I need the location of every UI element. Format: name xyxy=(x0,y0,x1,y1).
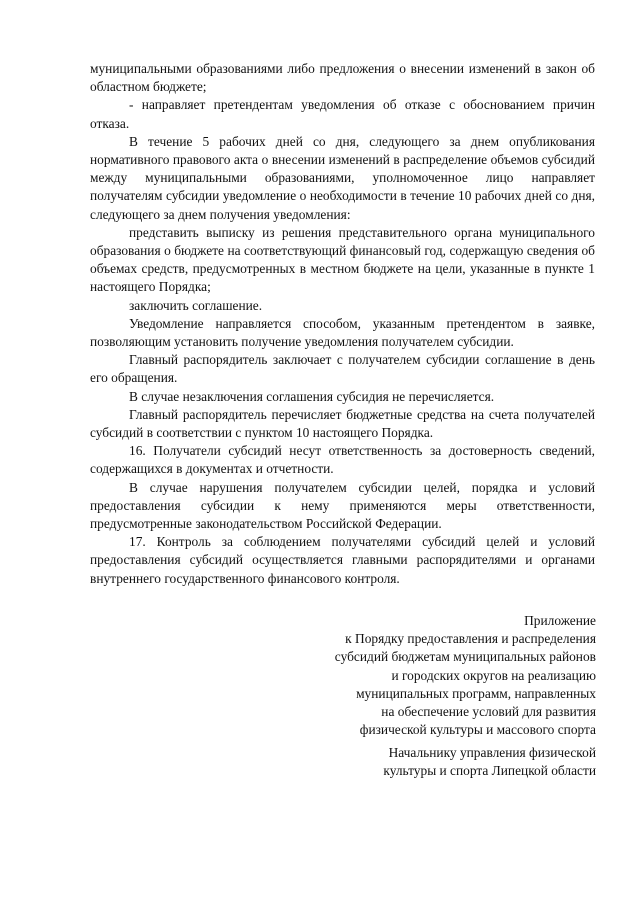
paragraph: В случае незаключения соглашения субсидия не перечисляется. xyxy=(129,388,495,404)
addressee-line: культуры и спорта Липецкой области xyxy=(383,763,596,779)
paragraph: Главный распорядитель заключает с получателем субсидии соглашение в день его обращения. xyxy=(90,352,595,386)
appendix-heading xyxy=(266,612,596,739)
paragraph: В случае нарушения получателем субсидии целей, порядка и условий предоставления субсидии к нему применяются меры ответственности, предусмотренные законодательством Российской Федерации. xyxy=(90,479,595,532)
appendix-line: физической культуры и массового спорта xyxy=(359,722,596,738)
appendix-line: субсидий бюджетам муниципальных районов xyxy=(334,649,596,665)
paragraph: - направляет претендентам уведомления об отказе с обоснованием причин отказа. xyxy=(90,97,595,131)
addressee-block xyxy=(266,744,596,780)
paragraph: заключить соглашение. xyxy=(129,297,263,313)
appendix-line: и городских округов на реализацию xyxy=(391,667,596,683)
appendix-title: Приложение xyxy=(524,613,596,628)
paragraph: муниципальными образованиями либо предложения о внесении изменений в закон об областном бюджете; xyxy=(90,61,595,95)
appendix-line: на обеспечение условий для развития xyxy=(381,704,596,720)
appendix-line: к Порядку предоставления и распределения xyxy=(345,631,596,647)
paragraph: В течение 5 рабочих дней со дня, следующего за днем опубликования нормативного правового акта о внесении изменений в распределение объемов субсидий между муниципальными образованиями, уполномоченное лицо направляет получателям субсидии уведомление о необходимости в течение 10 рабочих дней со дня, следующего за днем получения уведомления: xyxy=(90,133,595,222)
addressee-line: Начальнику управления физической xyxy=(388,745,596,760)
document-body xyxy=(90,60,595,588)
paragraph: Уведомление направляется способом, указанным претендентом в заявке, позволяющим установить получение уведомления получателем субсидии. xyxy=(90,315,595,350)
paragraph: 17. Контроль за соблюдением получателями субсидий целей и условий предоставления субсидий осуществляется главными распорядителями и органами внутреннего государственного финансового контроля. xyxy=(90,534,595,586)
paragraph: 16. Получатели субсидий несут ответственность за достоверность сведений, содержащихся в документах и отчетности. xyxy=(90,443,595,477)
appendix-line: муниципальных программ, направленных xyxy=(356,685,596,701)
paragraph: Главный распорядитель перечисляет бюджетные средства на счета получателей субсидий в соответствии с пунктом 10 настоящего Порядка. xyxy=(90,406,595,441)
paragraph: представить выписку из решения представительного органа муниципального образования о бюджете на соответствующий финансовый год, содержащую сведения об объемах средств, предусмотренных в местном бюджете на цели, указанные в пункте 1 настоящего Порядка; xyxy=(90,224,595,295)
